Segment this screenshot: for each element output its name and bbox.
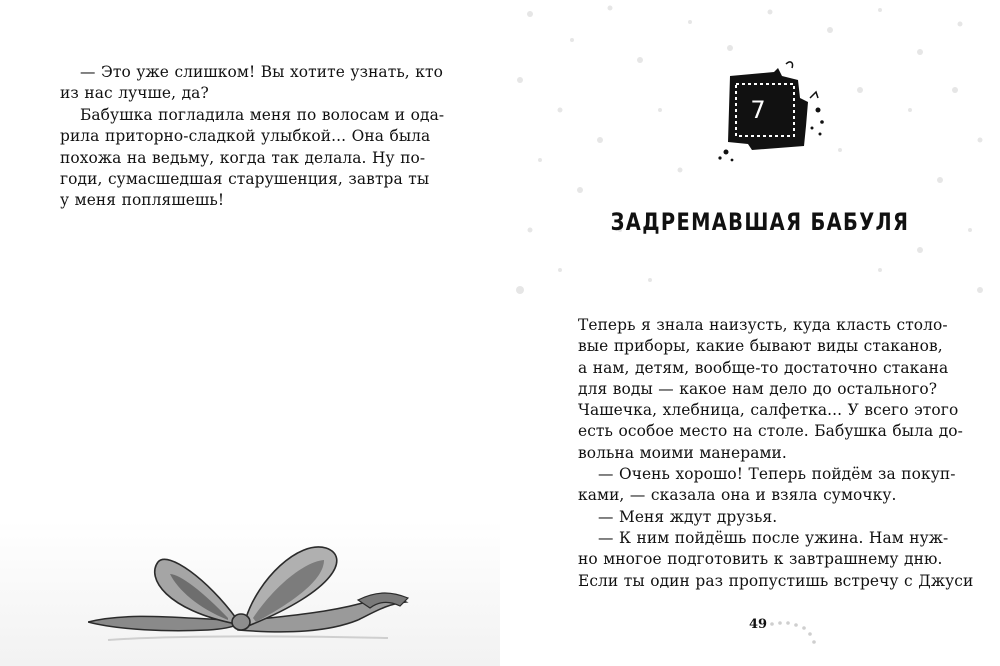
text-line: Теперь я знала наизусть, куда класть столо- — [578, 316, 948, 334]
text-line: годи, сумасшедшая старушенция, завтра ты — [60, 169, 430, 188]
text-line: — К ним пойдёшь после ужина. Нам нуж- — [598, 528, 949, 547]
text-line: вольна моими манерами. — [578, 443, 787, 462]
text-line: из нас лучше, да? — [60, 84, 209, 103]
text-line: — Очень хорошо! Теперь пойдём за покуп- — [598, 465, 956, 484]
text-line: есть особое место на столе. Бабушка была до- — [578, 422, 963, 441]
text-line: — Меня ждут друзья. — [598, 507, 778, 526]
text-line: а нам, детям, вообще-то достаточно стакана — [578, 358, 949, 377]
left-paragraph-1 — [60, 62, 443, 105]
text-line: Бабушка погладила меня по волосам и ода- — [80, 106, 445, 124]
chapter-title: ЗАДРЕМАВШАЯ БАБУЛЯ — [610, 208, 910, 236]
right-text-block — [578, 315, 973, 592]
page-number: 49 — [749, 617, 768, 632]
ribbon-bow-icon — [88, 540, 418, 660]
text-line: ками, — сказала она и взяла сумочку. — [578, 486, 897, 505]
text-line: рила приторно-сладкой улыбкой... Она была — [60, 127, 431, 146]
left-paragraph-2 — [60, 105, 444, 211]
chapter-number: 7 — [750, 96, 766, 124]
text-line: вые приборы, какие бывают виды стаканов, — [578, 337, 943, 356]
page-number-dots — [768, 612, 828, 652]
text-line: у меня попляшешь! — [60, 191, 225, 210]
text-line: Чашечка, хлебница, салфетка... У всего этого — [578, 401, 959, 420]
text-line: Если ты один раз пропустишь встречу с Джуси — [578, 571, 974, 590]
text-line: — Это уже слишком! Вы хотите узнать, кто — [80, 63, 443, 81]
text-line: похожа на ведьму, когда так делала. Ну по- — [60, 148, 426, 167]
text-line: но многое подготовить к завтрашнему дню. — [578, 550, 943, 569]
text-line: для воды — какое нам дело до остального? — [578, 379, 938, 398]
